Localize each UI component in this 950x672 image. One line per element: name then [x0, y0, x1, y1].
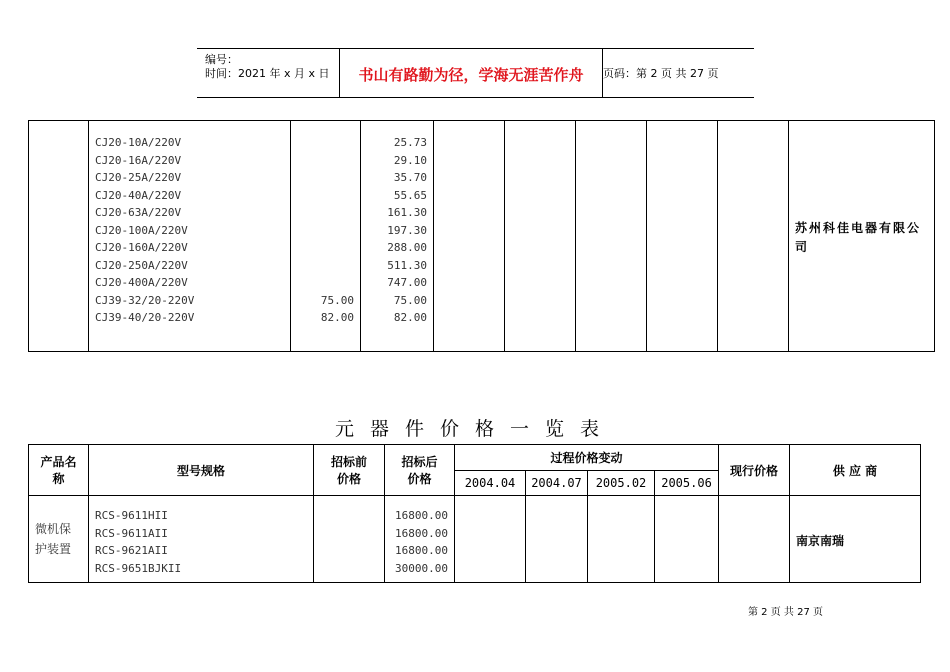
- supplier-name: 苏州科佳电器有限公司: [795, 221, 922, 254]
- model-line: RCS-9611HII: [95, 509, 168, 522]
- post-bid-value: 511.30: [387, 258, 427, 272]
- post-bid-value: 55.65: [393, 188, 427, 202]
- pre-bid-cell: [314, 496, 385, 583]
- header-model: 型号规格: [89, 445, 314, 496]
- post-bid-value: 82.00: [393, 311, 427, 324]
- model-line: CJ20-100A/220V: [95, 223, 188, 237]
- model-line: CJ20-63A/220V: [95, 206, 182, 219]
- period-2004-04: 2004.04: [455, 470, 526, 496]
- header-supplier: 供 应 商: [790, 445, 921, 496]
- model-line: RCS-9611AII: [95, 526, 168, 540]
- code-label: 编号：: [205, 53, 238, 66]
- table-row: [29, 121, 935, 352]
- price-2004-04-cell: [455, 496, 526, 583]
- post-bid-cell: [361, 121, 434, 352]
- price-table-continued: [28, 120, 935, 352]
- period-2005-06: 2005.06: [655, 470, 719, 496]
- page-footer: 第 2 页 共 27 页: [748, 607, 823, 618]
- post-bid-cell: [385, 496, 455, 583]
- supplier-cell: [790, 496, 921, 583]
- time-label: 时间：2021 年 x 月 x 日: [205, 67, 330, 80]
- model-line: CJ20-16A/220V: [95, 153, 182, 167]
- supplier-name: 南京南瑞: [796, 533, 845, 548]
- post-bid-value: 161.30: [387, 206, 427, 219]
- product-cell: [29, 121, 89, 352]
- model-cell: [89, 121, 291, 352]
- pre-bid-value: [291, 152, 354, 170]
- current-price-cell: [719, 496, 790, 583]
- post-bid-value: 747.00: [387, 276, 427, 289]
- table-row: [29, 496, 921, 583]
- post-bid-value: 16800.00: [395, 509, 448, 522]
- model-line: CJ39-40/20-220V: [95, 311, 195, 324]
- header-row: [29, 445, 921, 471]
- model-line: CJ39-32/20-220V: [95, 293, 195, 307]
- model-line: CJ20-400A/220V: [95, 276, 188, 289]
- price-2005-02-cell: [576, 121, 647, 352]
- current-price-cell: [718, 121, 789, 352]
- price-2005-06-cell: [655, 496, 719, 583]
- model-cell: [89, 496, 314, 583]
- price-2005-06-cell: [647, 121, 718, 352]
- period-2004-07: 2004.07: [526, 470, 588, 496]
- post-bid-value: 16800.00: [395, 526, 448, 540]
- model-line: CJ20-160A/220V: [95, 241, 188, 254]
- pre-bid-value: [291, 274, 354, 292]
- price-table: [28, 444, 921, 583]
- supplier-cell: [789, 121, 935, 352]
- header-product: 产品名称: [29, 445, 89, 496]
- post-bid-value: 29.10: [393, 153, 427, 167]
- post-bid-value: 30000.00: [395, 561, 448, 575]
- header-post-bid: 招标后价格: [385, 445, 455, 496]
- pre-bid-value: [291, 204, 354, 222]
- pre-bid-value: [291, 187, 354, 205]
- header-process: 过程价格变动: [455, 445, 719, 471]
- page-label: 页码：第 2 页 共 27 页: [603, 67, 719, 80]
- model-line: CJ20-10A/220V: [95, 136, 182, 149]
- price-2004-07-cell: [505, 121, 576, 352]
- table-title: 元器件价格一览表: [334, 418, 615, 440]
- model-line: CJ20-25A/220V: [95, 171, 182, 184]
- price-2004-04-cell: [434, 121, 505, 352]
- header-pre-bid: 招标前价格: [314, 445, 385, 496]
- pre-bid-value: 75.00: [320, 293, 354, 307]
- product-name: 微机保护装置: [29, 496, 89, 583]
- header-current: 现行价格: [719, 445, 790, 496]
- post-bid-value: 197.30: [387, 223, 427, 237]
- model-line: CJ20-40A/220V: [95, 188, 182, 202]
- header-motto-cell: [339, 49, 603, 97]
- pre-bid-value: [291, 239, 354, 257]
- pre-bid-value: [291, 134, 354, 152]
- post-bid-value: 16800.00: [395, 544, 448, 557]
- motto: 书山有路勤为径，学海无涯苦作舟: [358, 66, 584, 84]
- pre-bid-cell: [291, 121, 361, 352]
- pre-bid-value: 82.00: [320, 311, 354, 324]
- price-2005-02-cell: [588, 496, 655, 583]
- model-line: CJ20-250A/220V: [95, 258, 188, 272]
- pre-bid-value: [291, 222, 354, 240]
- page-header: [197, 48, 754, 98]
- post-bid-value: 25.73: [393, 136, 427, 149]
- period-2005-02: 2005.02: [588, 470, 655, 496]
- pre-bid-value: [291, 257, 354, 275]
- model-line: RCS-9651BJKII: [95, 561, 182, 575]
- model-line: RCS-9621AII: [95, 544, 168, 557]
- pre-bid-value: [291, 169, 354, 187]
- price-2004-07-cell: [526, 496, 588, 583]
- header-meta: [197, 49, 339, 97]
- post-bid-value: 75.00: [393, 293, 427, 307]
- post-bid-value: 35.70: [393, 171, 427, 184]
- post-bid-value: 288.00: [387, 241, 427, 254]
